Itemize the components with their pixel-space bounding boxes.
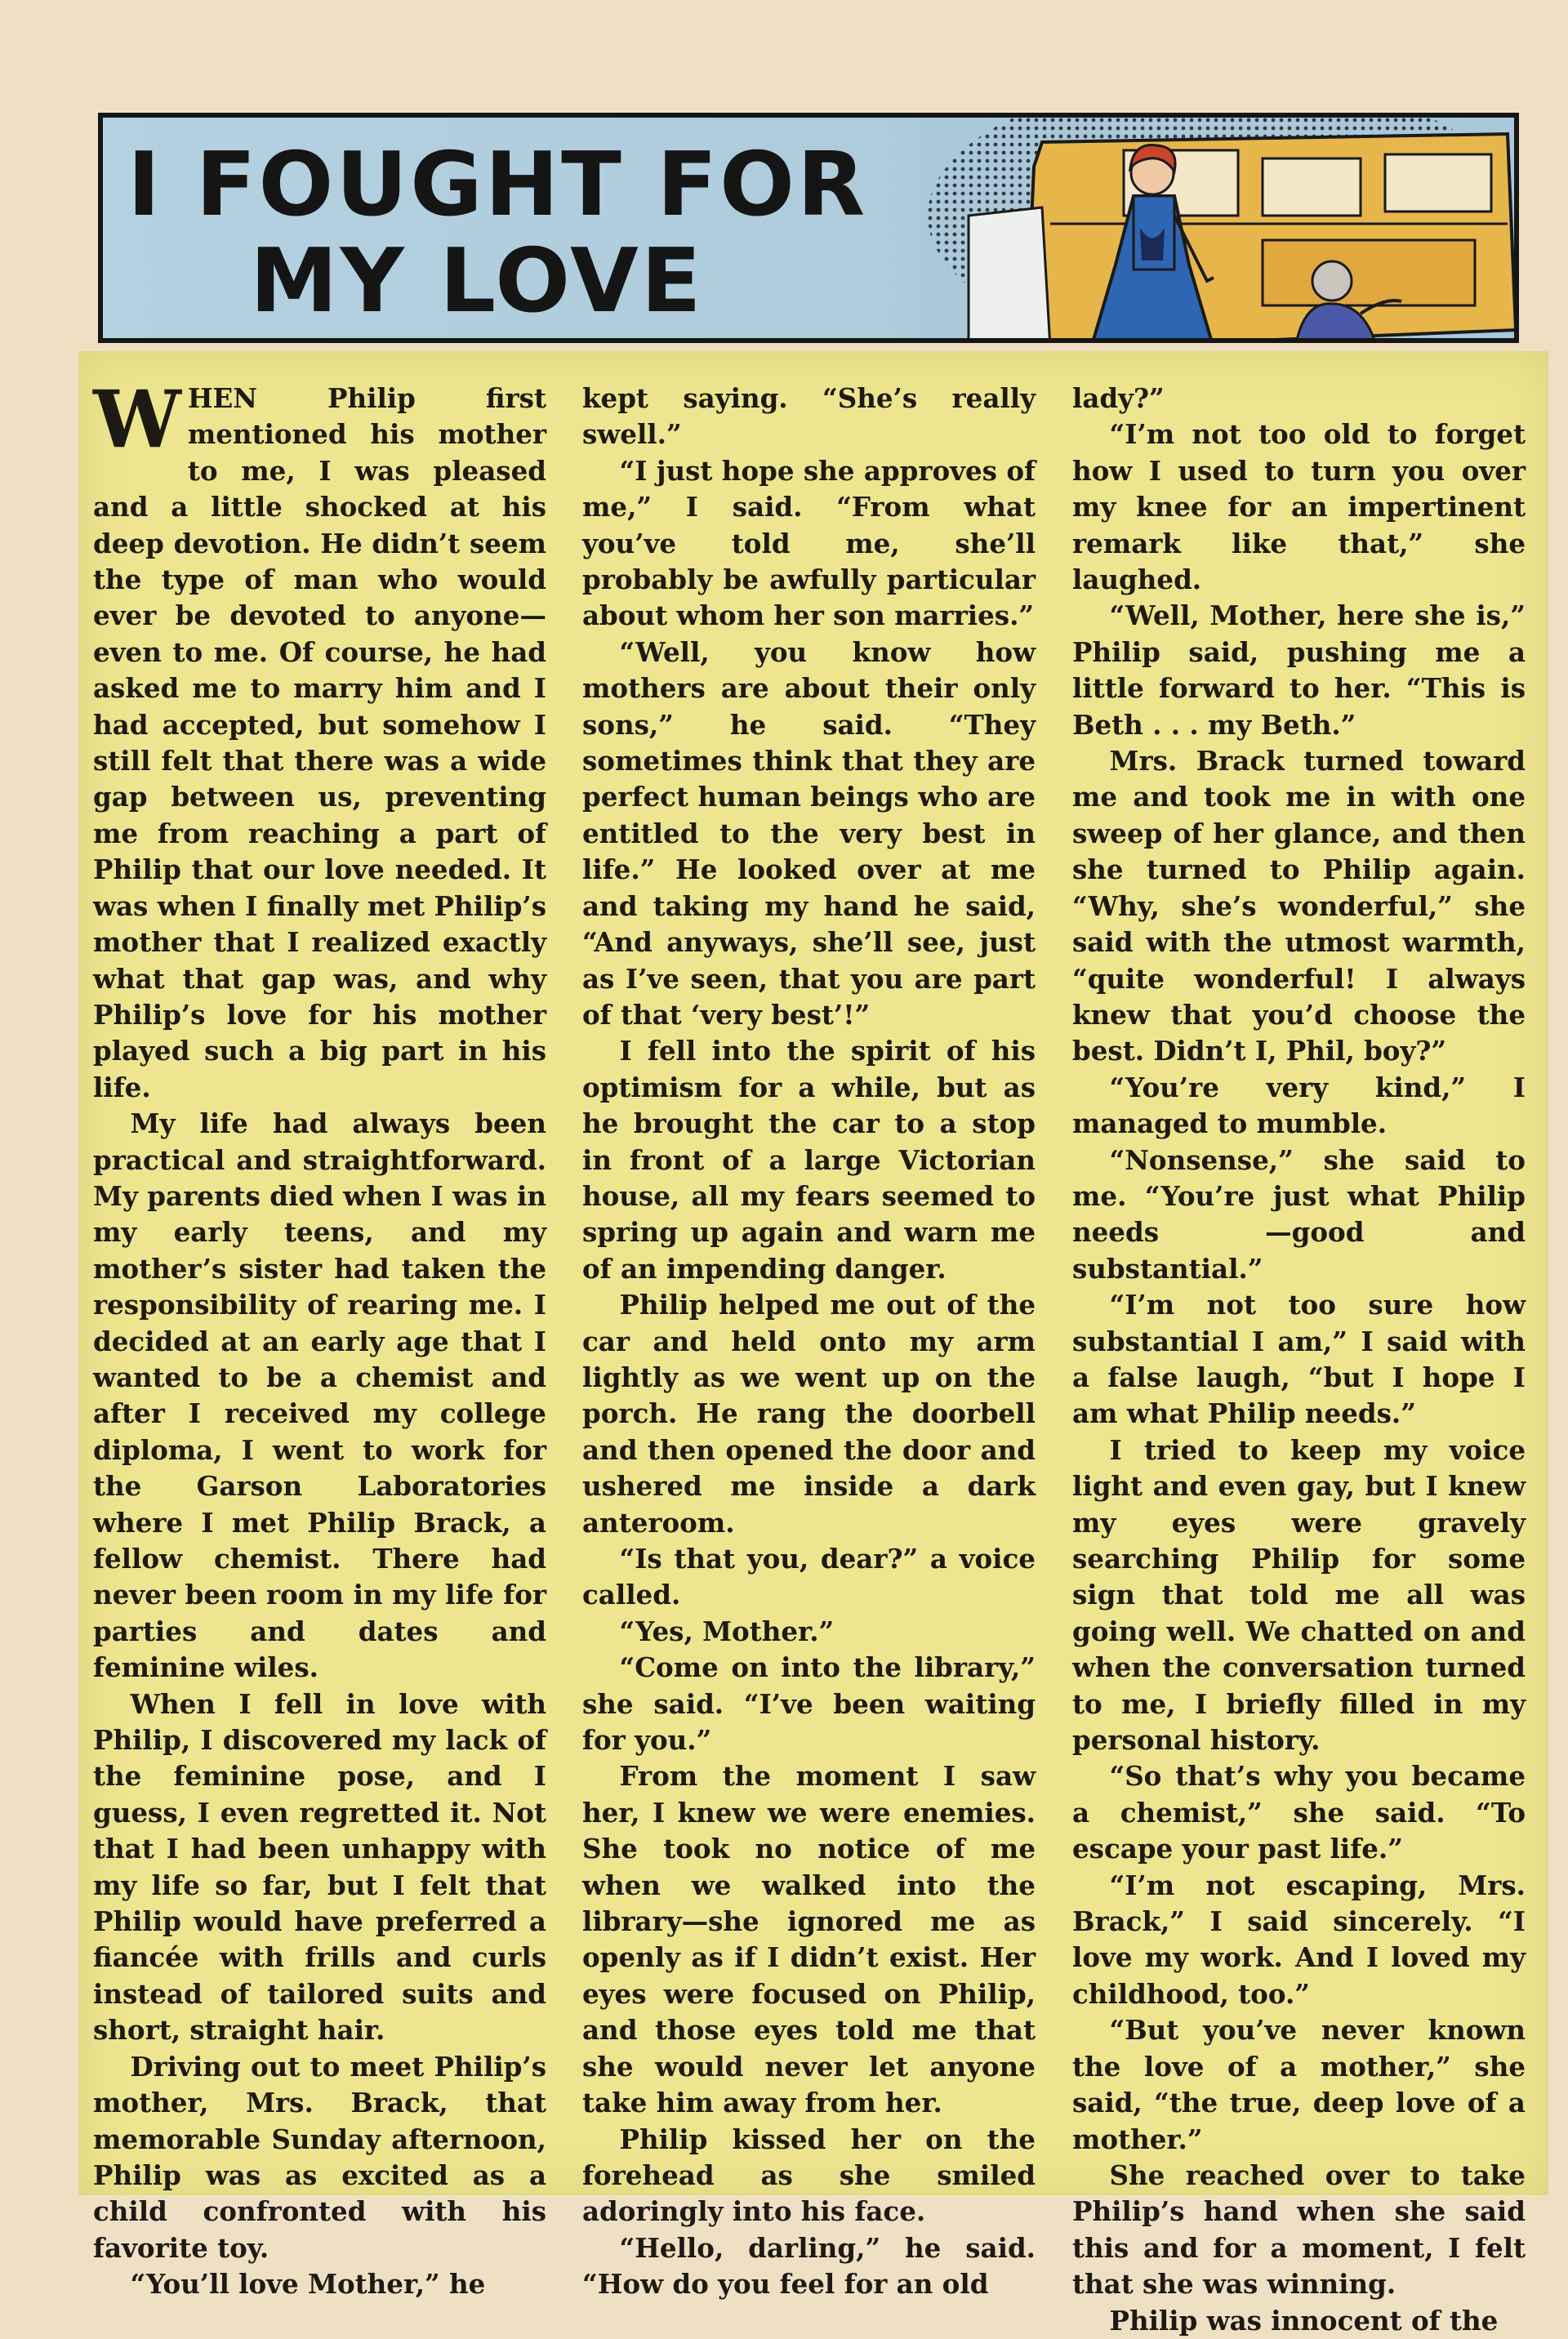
paragraph: From the moment I saw her, I knew we were enemies. She took no notice of me when we walked into the library—she ignored me as openly as if I didn’t exist. Her eyes were focused on Philip, and those eyes told me that she would never let anyone take him away from her. bbox=[582, 1760, 1036, 2119]
story-title bbox=[127, 134, 960, 332]
drop-cap: W bbox=[93, 373, 181, 466]
title-line-1: I FOUGHT FOR bbox=[127, 134, 868, 236]
paragraph: Philip was innocent of the bbox=[1109, 2304, 1499, 2337]
paragraph: When I fell in love with Philip, I discovered my lack of the feminine pose, and I guess, I even regretted it. Not that I had been unhappy with my life so far, but I felt that Philip would have preferred a fiancée with frills and curls instead of tailored suits and short, straight hair. bbox=[93, 1687, 546, 2047]
paragraph: “I’m not too sure how substantial I am,” I said with a false laugh, “but I hope I am what Philip needs.” bbox=[1072, 1289, 1526, 1430]
title-panel bbox=[98, 113, 1519, 343]
paragraph: “You’ll love Mother,” he bbox=[130, 2268, 486, 2301]
paragraph: “I’m not escaping, Mrs. Brack,” I said sincerely. “I love my work. And I loved my childhood, too.” bbox=[1072, 1869, 1526, 2010]
story-body bbox=[78, 351, 1548, 2337]
paragraph: I fell into the spirit of his optimism for a while, but as he brought the car to a stop in front of a large Victorian house, all my fears seemed to spring up again and warn me of an impending danger. bbox=[582, 1035, 1036, 1285]
paragraph: “Well, you know how mothers are about their only sons,” he said. “They sometimes think that they are perfect human beings who are entitled to the very best in life.” He looked over at me and taking my hand he said, “And anyways, she’ll see, just as I’ve seen, that you are part of that ‘very best’!” bbox=[582, 635, 1036, 1031]
paragraph: kept saying. “She’s really swell.” bbox=[582, 382, 1036, 451]
paragraph: Driving out to meet Philip’s mother, Mrs. Brack, that memorable Sunday afternoon, Philip was as excited as a child confronted with his favorite toy. bbox=[93, 2050, 546, 2264]
paragraph: Philip kissed her on the forehead as she smiled adoringly into his face. bbox=[582, 2123, 1036, 2228]
title-line-2: MY LOVE bbox=[250, 230, 704, 332]
woman-in-blue-dress-with-older-woman-in-library-icon bbox=[920, 118, 1519, 343]
paragraph: lady?” bbox=[1072, 382, 1165, 414]
paragraph: “Yes, Mother.” bbox=[619, 1615, 835, 1647]
paragraph: “I’m not too old to forget how I used to turn you over my knee for an impertinent remark like that,” she laughed. bbox=[1072, 418, 1526, 596]
paragraph: “Come on into the library,” she said. “I’ve been waiting for you.” bbox=[582, 1651, 1036, 1757]
paragraph: She reached over to take Philip’s hand when she said this and for a moment, I felt that she was winning. bbox=[1072, 2159, 1526, 2301]
column-3 bbox=[1072, 381, 1526, 2339]
paragraph: Philip helped me out of the car and held onto my arm lightly as we went up on the porch. He rang the doorbell and then opened the door and ushered me inside a dark anteroom. bbox=[582, 1289, 1036, 1539]
paragraph: “Is that you, dear?” a voice called. bbox=[582, 1543, 1036, 1611]
paragraph: “Well, Mother, here she is,” Philip said, pushing me a little forward to her. “This is Beth . . . my Beth.” bbox=[1072, 599, 1526, 741]
paragraph: My life had always been practical and straightforward. My parents died when I was in my early teens, and my mother’s sister had taken the responsibility of rearing me. I decided at an early age that I wanted to be a chemist and after I received my college diploma, I went to work for the Garson Laboratories where I met Philip Brack, a fellow chemist. There had never been room in my life for parties and dates and feminine wiles. bbox=[93, 1107, 546, 1684]
paragraph: “So that’s why you became a chemist,” she said. “To escape your past life.” bbox=[1072, 1760, 1526, 1865]
paragraph: “I just hope she approves of me,” I said. “From what you’ve told me, she’ll probably be awfully particular about whom her son marries.” bbox=[582, 454, 1036, 632]
paragraph: “But you’ve never known the love of a mother,” she said, “the true, deep love of a mother.” bbox=[1072, 2014, 1526, 2155]
paragraph: “Nonsense,” she said to me. “You’re just what Philip needs —good and substantial.” bbox=[1072, 1143, 1526, 1285]
column-1 bbox=[93, 373, 546, 2303]
paragraph: “You’re very kind,” I managed to mumble. bbox=[1072, 1071, 1526, 1140]
paragraph: Mrs. Brack turned toward me and took me in with one sweep of her glance, and then she turned to Philip again. “Why, she’s wonderful,” she said with the utmost warmth, “quite wonderful! I always knew that you’d choose the best. Didn’t I, Phil, boy?” bbox=[1072, 745, 1526, 1067]
paragraph: “Hello, darling,” he said. “How do you feel for an old bbox=[582, 2231, 1036, 2301]
column-2 bbox=[582, 381, 1036, 2303]
paragraph: WHEN Philip first mentioned his mother to me, I was pleased and a little shocked at his deep devotion. He didn’t seem the type of man who would ever be devoted to anyone—even to me. Of course, he had asked me to marry him and I had accepted, but somehow I still felt that there was a wide gap between us, preventing me from reaching a part of Philip that our love needed. It was when I finally met Philip’s mother that I realized exactly what that gap was, and why Philip’s love for his mother played such a big part in his life. bbox=[93, 373, 546, 1103]
paragraph: I tried to keep my voice light and even gay, but I knew my eyes were gravely searching Philip for some sign that told me all was going well. We chatted on and when the conversation turned to me, I briefly filled in my personal history. bbox=[1072, 1433, 1526, 1757]
